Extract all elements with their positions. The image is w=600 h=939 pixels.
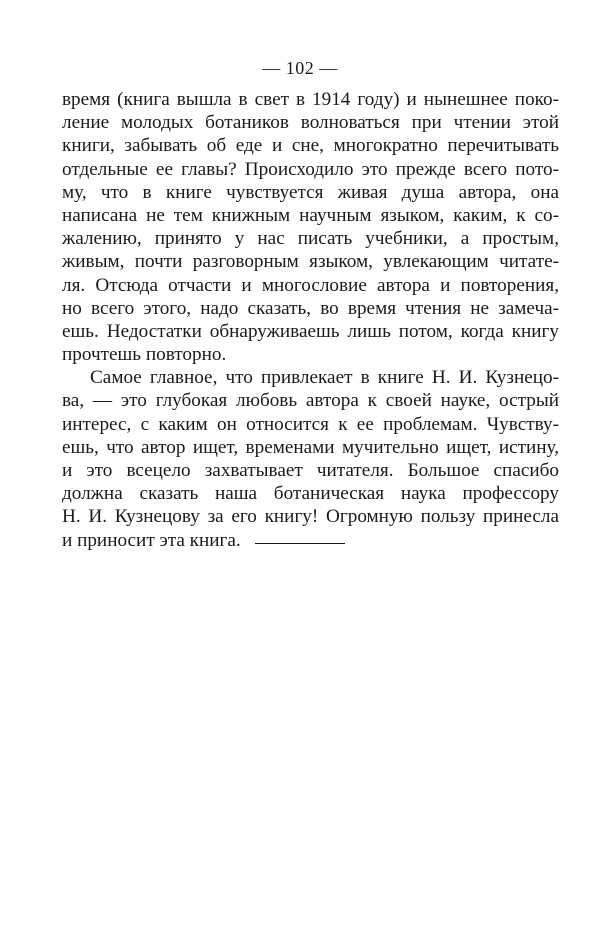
text-line: ля. Отсюда отчасти и многословие автора и повторения,	[62, 274, 559, 296]
text-line: ва, — это глубокая любовь автора к своей науке, острый	[62, 390, 559, 412]
paragraph-2	[62, 366, 559, 552]
text-line: му, что в книге чувствуется живая душа автора, она	[62, 181, 559, 203]
paragraph-1	[62, 88, 559, 366]
text-line: книги, забывать об еде и сне, многократно перечитывать	[62, 135, 559, 157]
text-line: Н. И. Кузнецову за его книгу! Огромную пользу принесла	[62, 506, 559, 528]
text-line: должна сказать наша ботаническая наука профессору	[62, 483, 559, 505]
body-text	[62, 88, 559, 552]
text-line: Самое главное, что привлекает в книге Н. И. Кузнецо-	[90, 367, 559, 389]
text-line: прочтешь повторно.	[62, 344, 227, 366]
section-end-divider	[255, 543, 345, 544]
text-line: но всего этого, надо сказать, во время чтения не замеча-	[62, 297, 559, 319]
text-line: отдельные ее главы? Происходило это прежде всего пото-	[62, 158, 559, 180]
text-line: ешь. Недостатки обнаруживаешь лишь потом, когда книгу	[62, 320, 559, 342]
text-line: и приносит эта книга.	[62, 529, 241, 551]
text-line: ешь, что автор ищет, временами мучительно ищет, истину,	[62, 436, 559, 458]
text-line: живым, почти разговорным языком, увлекающим читате-	[62, 251, 559, 273]
text-line: и это всецело захватывает читателя. Большое спасибо	[62, 460, 559, 481]
text-line: интерес, с каким он относится к ее проблемам. Чувству-	[62, 413, 559, 435]
text-line: написана не тем книжным научным языком, каким, к со-	[62, 204, 559, 226]
text-line: жалению, принято у нас писать учебники, а простым,	[62, 228, 559, 250]
text-line: ление молодых ботаников волноваться при чтении этой	[62, 112, 559, 134]
text-line: время (книга вышла в свет в 1914 году) и нынешнее поко-	[62, 89, 559, 110]
page-number: — 102 —	[262, 58, 338, 78]
